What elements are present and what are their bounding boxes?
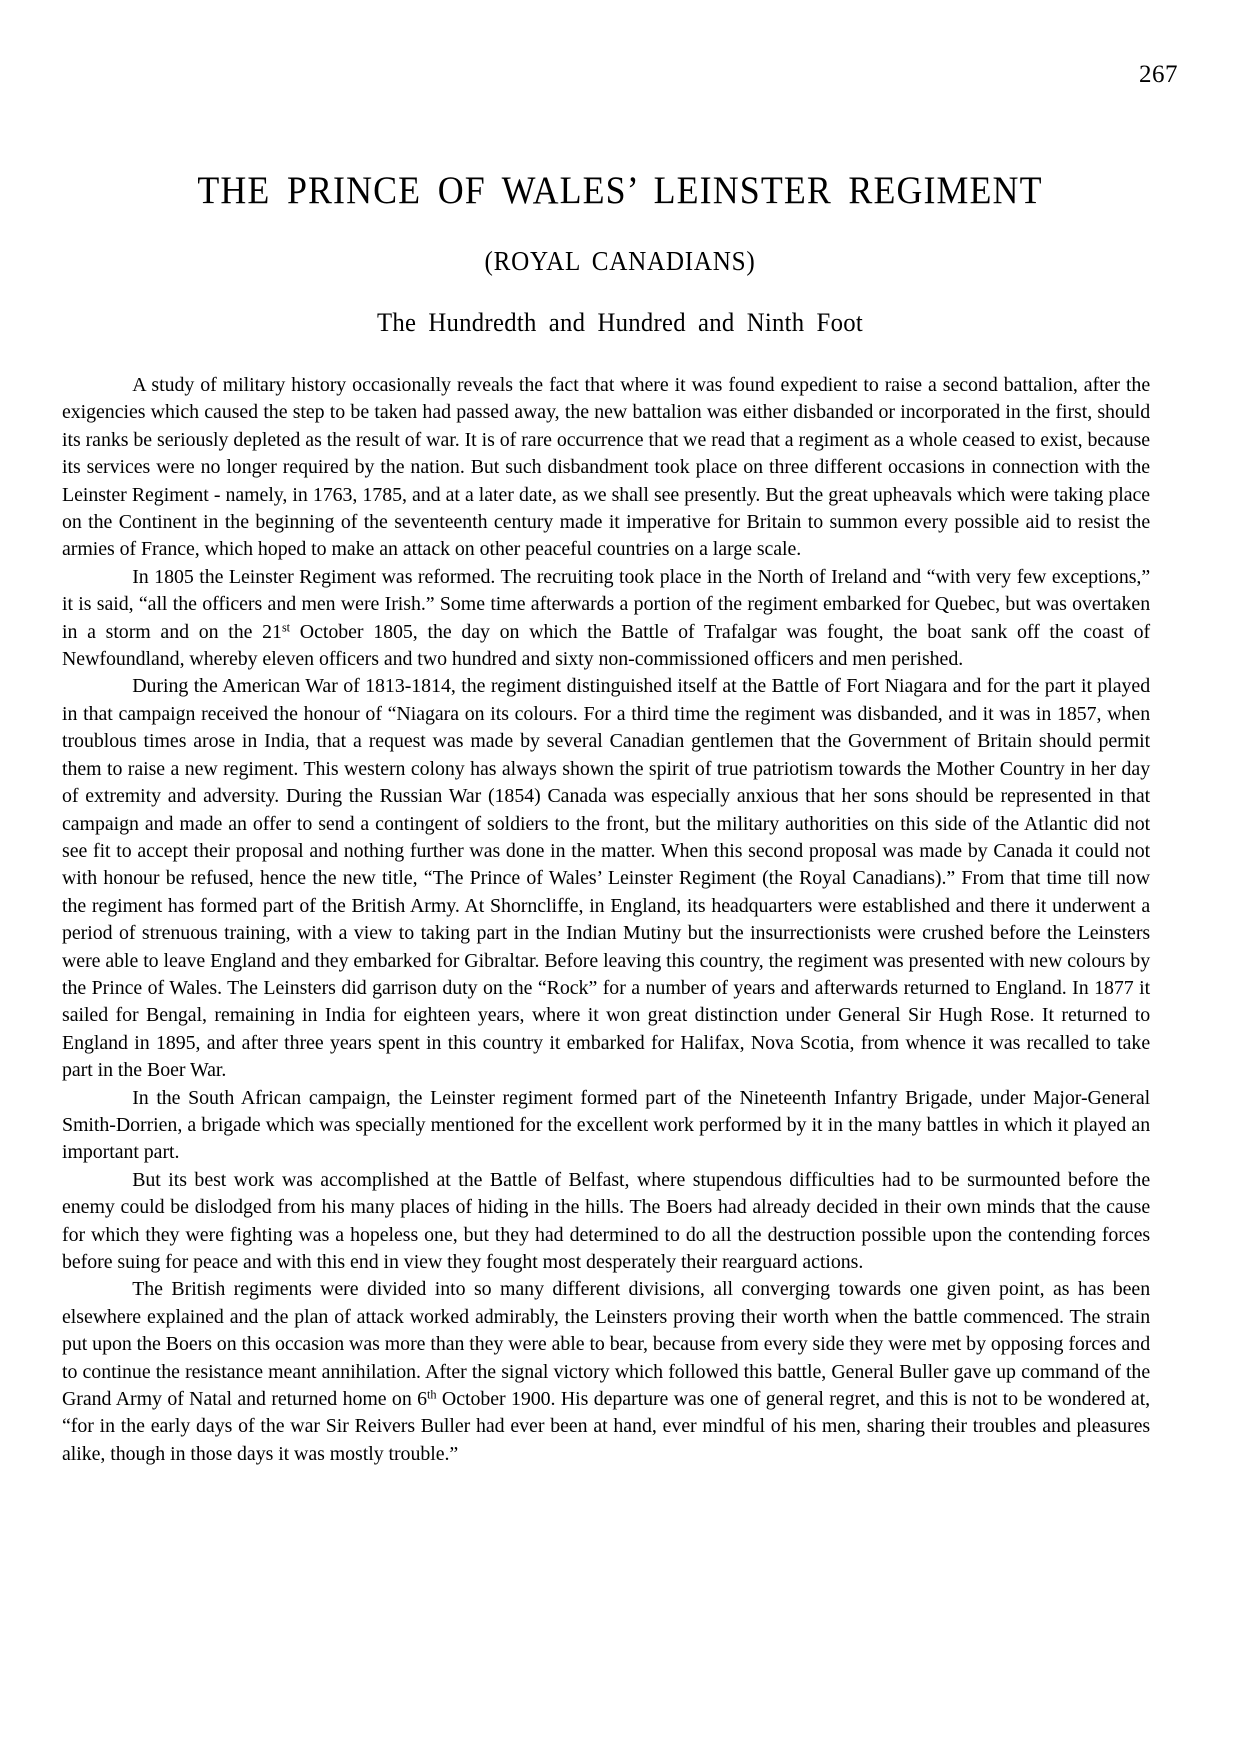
paragraph: A study of military history occasionally reveals the fact that where it was found expedient to raise a second battalion, after the exigencies which caused the step to be taken had passed away, the new battalion was either disbanded or incorporated in the first, should its ranks be seriously depleted as the result of war. It is of rare occurrence that we read that a regiment as a whole ceased to exist, because its services were no longer required by the nation. But such disbandment took place on three different occasions in connection with the Leinster Regiment - namely, in 1763, 1785, and at a later date, as we shall see presently. But the great upheavals which were taking place on the Continent in the beginning of the seventeenth century made it imperative for Britain to summon every possible aid to resist the armies of France, which hoped to make an attack on other peaceful countries on a large scale. <box>62 374 1151 561</box>
paragraph: But its best work was accomplished at the Battle of Belfast, where stupendous difficulties had to be surmounted before the enemy could be dislodged from his many places of hiding in the hills. The Boers had already decided in their own minds that the cause for which they were fighting was a hopeless one, but they had determined to do all the destruction possible upon the contending forces before suing for peace and with this end in view they fought most desperately their rearguard actions. <box>62 1168 1151 1273</box>
page-foot-subtitle: The Hundredth and Hundred and Ninth Foot <box>376 307 864 337</box>
paragraph: In 1805 the Leinster Regiment was reformed. The recruiting took place in the North of Ireland and “with very few exceptions,” it is said, “all the officers and men were Irish.” Some time afterwards a portion of the regiment embarked for Quebec, but was overtaken in a storm and on the 21st October 1805, the day on which the Battle of Trafalgar was fought, the boat sank off the coast of Newfoundland, whereby eleven officers and two hundred and sixty non-commissioned officers and men perished. <box>62 565 1151 671</box>
paragraph: During the American War of 1813-1814, the regiment distinguished itself at the Battle of Fort Niagara and for the part it played in that campaign received the honour of “Niagara on its colours. For a third time the regiment was disbanded, and it was in 1857, when troublous times arose in India, that a request was made by several Canadian gentlemen that the Government of Britain should permit them to raise a new regiment. This western colony has always shown the spirit of true patriotism towards the Mother Country in her day of extremity and adversity. During the Russian War (1854) Canada was especially anxious that her sons should be represented in that campaign and made an offer to send a contingent of soldiers to the front, but the military authorities on this side of the Atlantic did not see fit to accept their proposal and nothing further was done in the matter. When this second proposal was made by Canada it could not with honour be refused, hence the new title, “The Prince of Wales’ Leinster Regiment (the Royal Canadians).” From that time till now the regiment has formed part of the British Army. At Shorncliffe, in England, its headquarters were established and there it underwent a period of strenuous training, with a view to taking part in the Indian Mutiny but the insurrectionists were crushed before the Leinsters were able to leave England and they embarked for Gibraltar. Before leaving this country, the regiment was presented with new colours by the Prince of Wales. The Leinsters did garrison duty on the “Rock” for a number of years and afterwards returned to England. In 1877 it sailed for Bengal, remaining in India for eighteen years, where it won great distinction under General Sir Hugh Rose. It returned to England in 1895, and after three years spent in this country it embarked for Halifax, Nova Scotia, from whence it was recalled to take part in the Boer War. <box>62 675 1151 1082</box>
page-headings <box>62 170 1178 337</box>
page-title: THE PRINCE OF WALES’ LEINSTER REGIMENT <box>197 169 1043 212</box>
page-subtitle: (ROYAL CANADIANS) <box>484 245 756 276</box>
paragraph: The British regiments were divided into so many different divisions, all converging towards one given point, as has been elsewhere explained and the plan of attack worked admirably, the Leinsters proving their worth when the battle commenced. The strain put upon the Boers on this occasion was more than they were able to bear, because from every side they were met by opposing forces and to continue the resistance meant annihilation. After the signal victory which followed this battle, General Buller gave up command of the Grand Army of Natal and returned home on 6th October 1900. His departure was one of general regret, and this is not to be wondered at, “for in the early days of the war Sir Reivers Buller had ever been at hand, ever mindful of his men, sharing their troubles and pleasures alike, though in those days it was mostly trouble.” <box>62 1278 1151 1465</box>
paragraph: In the South African campaign, the Leinster regiment formed part of the Nineteenth Infantry Brigade, under Major-General Smith-Dorrien, a brigade which was specially mentioned for the excellent work performed by it in the many battles in which it played an important part. <box>62 1086 1151 1164</box>
body-text <box>62 372 1178 1468</box>
page-number: 267 <box>1139 61 1178 88</box>
